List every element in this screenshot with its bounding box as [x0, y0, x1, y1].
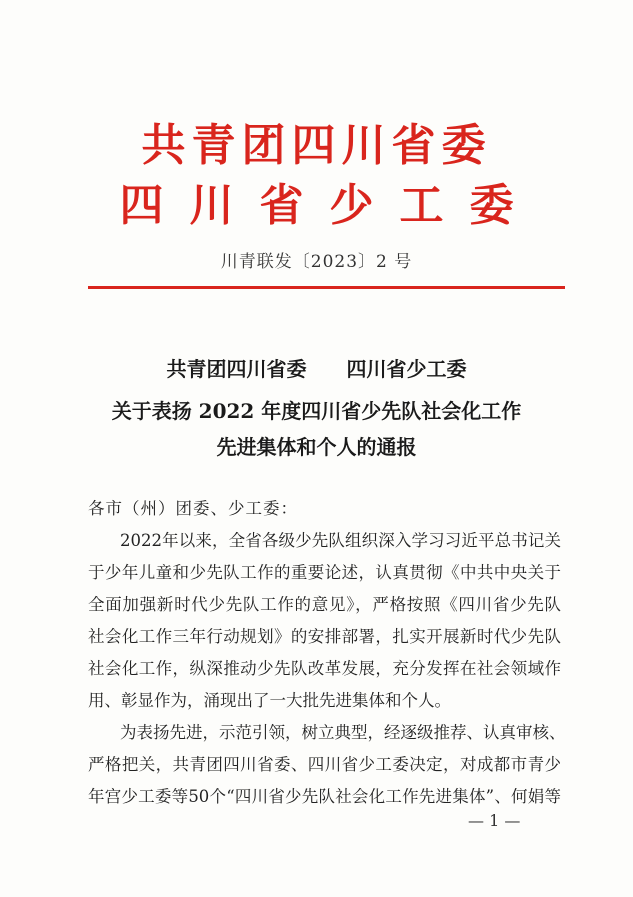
body-text-line: 用、彰显作为，涌现出了一大批先进集体和个人。: [88, 691, 451, 710]
body-text-line: 2022年以来，全省各级少先队组织深入学习习近平总书记关: [120, 531, 561, 550]
document-title-line-2: 关于表扬 2022 年度四川省少先队社会化工作: [111, 399, 522, 423]
body-text-line: 于少年儿童和少先队工作的重要论述，认真贯彻《中共中央关于: [88, 563, 561, 582]
body-text-line: 年宫少工委等50个“四川省少先队社会化工作先进集体”、何娟等: [88, 787, 561, 806]
salutation: 各市（州）团委、少工委：: [88, 499, 298, 518]
document-number: 川青联发〔2023〕2 号: [220, 252, 413, 272]
header-divider-rule: [88, 286, 565, 289]
body-text-line: 严格把关，共青团四川省委、四川省少工委决定，对成都市青少: [88, 755, 561, 774]
body-text-line: 全面加强新时代少先队工作的意见》，严格按照《四川省少先队: [88, 595, 561, 614]
document-title-line-3: 先进集体和个人的通报: [216, 435, 417, 459]
body-text-line: 社会化工作，纵深推动少先队改革发展，充分发挥在社会领域作: [88, 659, 561, 678]
body-text-line: 为表扬先进，示范引领，树立典型，经逐级推荐、认真审核、: [120, 723, 566, 742]
body-text-line: 社会化工作三年行动规划》的安排部署，扎实开展新时代少先队: [88, 627, 561, 646]
document-title-line-1: 共青团四川省委 四川省少工委: [166, 357, 467, 381]
issuing-org-header-line-1: 共青团四川省委: [141, 120, 492, 171]
issuing-org-header-line-2: 四川省少工委: [119, 180, 540, 231]
page-number: — 1 —: [468, 811, 521, 830]
